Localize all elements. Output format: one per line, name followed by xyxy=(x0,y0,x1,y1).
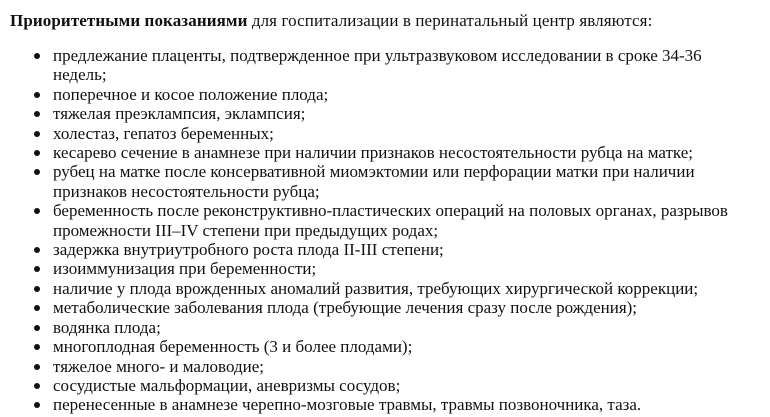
list-item-text: многоплодная беременность (3 и более плодами); xyxy=(53,337,413,357)
bullet-icon xyxy=(34,344,40,350)
bullet-icon xyxy=(34,383,40,389)
bullet-icon xyxy=(34,247,40,253)
bullet-icon xyxy=(34,92,40,98)
bullet-icon xyxy=(34,111,40,117)
list-item xyxy=(10,46,762,85)
list-item xyxy=(10,162,762,201)
list-item-text: метаболические заболевания плода (требующие лечения сразу после рождения); xyxy=(53,298,638,318)
list-item-text: задержка внутриутробного роста плода II-III степени; xyxy=(53,240,444,260)
bullet-icon xyxy=(34,364,40,370)
bullet-icon xyxy=(34,169,40,175)
list-item-text: сосудистые мальформации, аневризмы сосудов; xyxy=(53,375,401,395)
list-item-text: перенесенные в анамнезе черепно-мозговые травмы, травмы позвоночника, таза. xyxy=(53,395,642,415)
list-item xyxy=(10,259,762,278)
list-item-text: кесарево сечение в анамнезе при наличии признаков несостоятельности рубца на матке; xyxy=(53,143,693,163)
bullet-icon xyxy=(34,131,40,137)
bullet-icon xyxy=(34,53,40,59)
list-item xyxy=(10,143,762,162)
list-item-text: изоиммунизация при беременности; xyxy=(53,259,317,279)
list-item-text: тяжелое много- и маловодие; xyxy=(53,356,264,376)
list-item-text: рубец на матке после консервативной миомэктомии или перфорации матки при наличии признаков несостоятельности рубца; xyxy=(53,162,695,201)
bullet-icon xyxy=(34,286,40,292)
list-item xyxy=(10,298,762,317)
list-item xyxy=(10,318,762,337)
bullet-icon xyxy=(34,325,40,331)
list-item xyxy=(10,240,762,259)
list-item-text: наличие у плода врожденных аномалий развития, требующих хирургической коррекции; xyxy=(53,278,699,298)
list-item-text: предлежание плаценты, подтвержденное при ультразвуковом исследовании в сроке 34-36 недель; xyxy=(53,46,702,85)
document-body xyxy=(10,10,762,415)
list-item-text: тяжелая преэклампсия, эклампсия; xyxy=(53,104,306,124)
list-item xyxy=(10,357,762,376)
intro-lead-bold: Приоритетными показаниями xyxy=(10,11,248,30)
bullet-icon xyxy=(34,266,40,272)
list-item xyxy=(10,124,762,143)
list-item-text: поперечное и косое положение плода; xyxy=(53,84,329,104)
list-item-text: холестаз, гепатоз беременных; xyxy=(53,123,274,143)
indications-list xyxy=(10,46,762,415)
list-item xyxy=(10,201,762,240)
list-item-text: водянка плода; xyxy=(53,317,161,337)
list-item xyxy=(10,85,762,104)
list-item-text: беременность после реконструктивно-пластических операций на половых органах, разрывов промежности III–IV степени при предыдущих родах; xyxy=(53,201,728,240)
bullet-icon xyxy=(34,150,40,156)
list-item xyxy=(10,279,762,298)
intro-paragraph xyxy=(10,10,762,32)
bullet-icon xyxy=(34,402,40,408)
bullet-icon xyxy=(34,305,40,311)
list-item xyxy=(10,376,762,395)
list-item xyxy=(10,104,762,123)
list-item xyxy=(10,337,762,356)
list-item xyxy=(10,395,762,414)
intro-rest: для госпитализации в перинатальный центр являются: xyxy=(247,11,653,30)
bullet-icon xyxy=(34,208,40,214)
